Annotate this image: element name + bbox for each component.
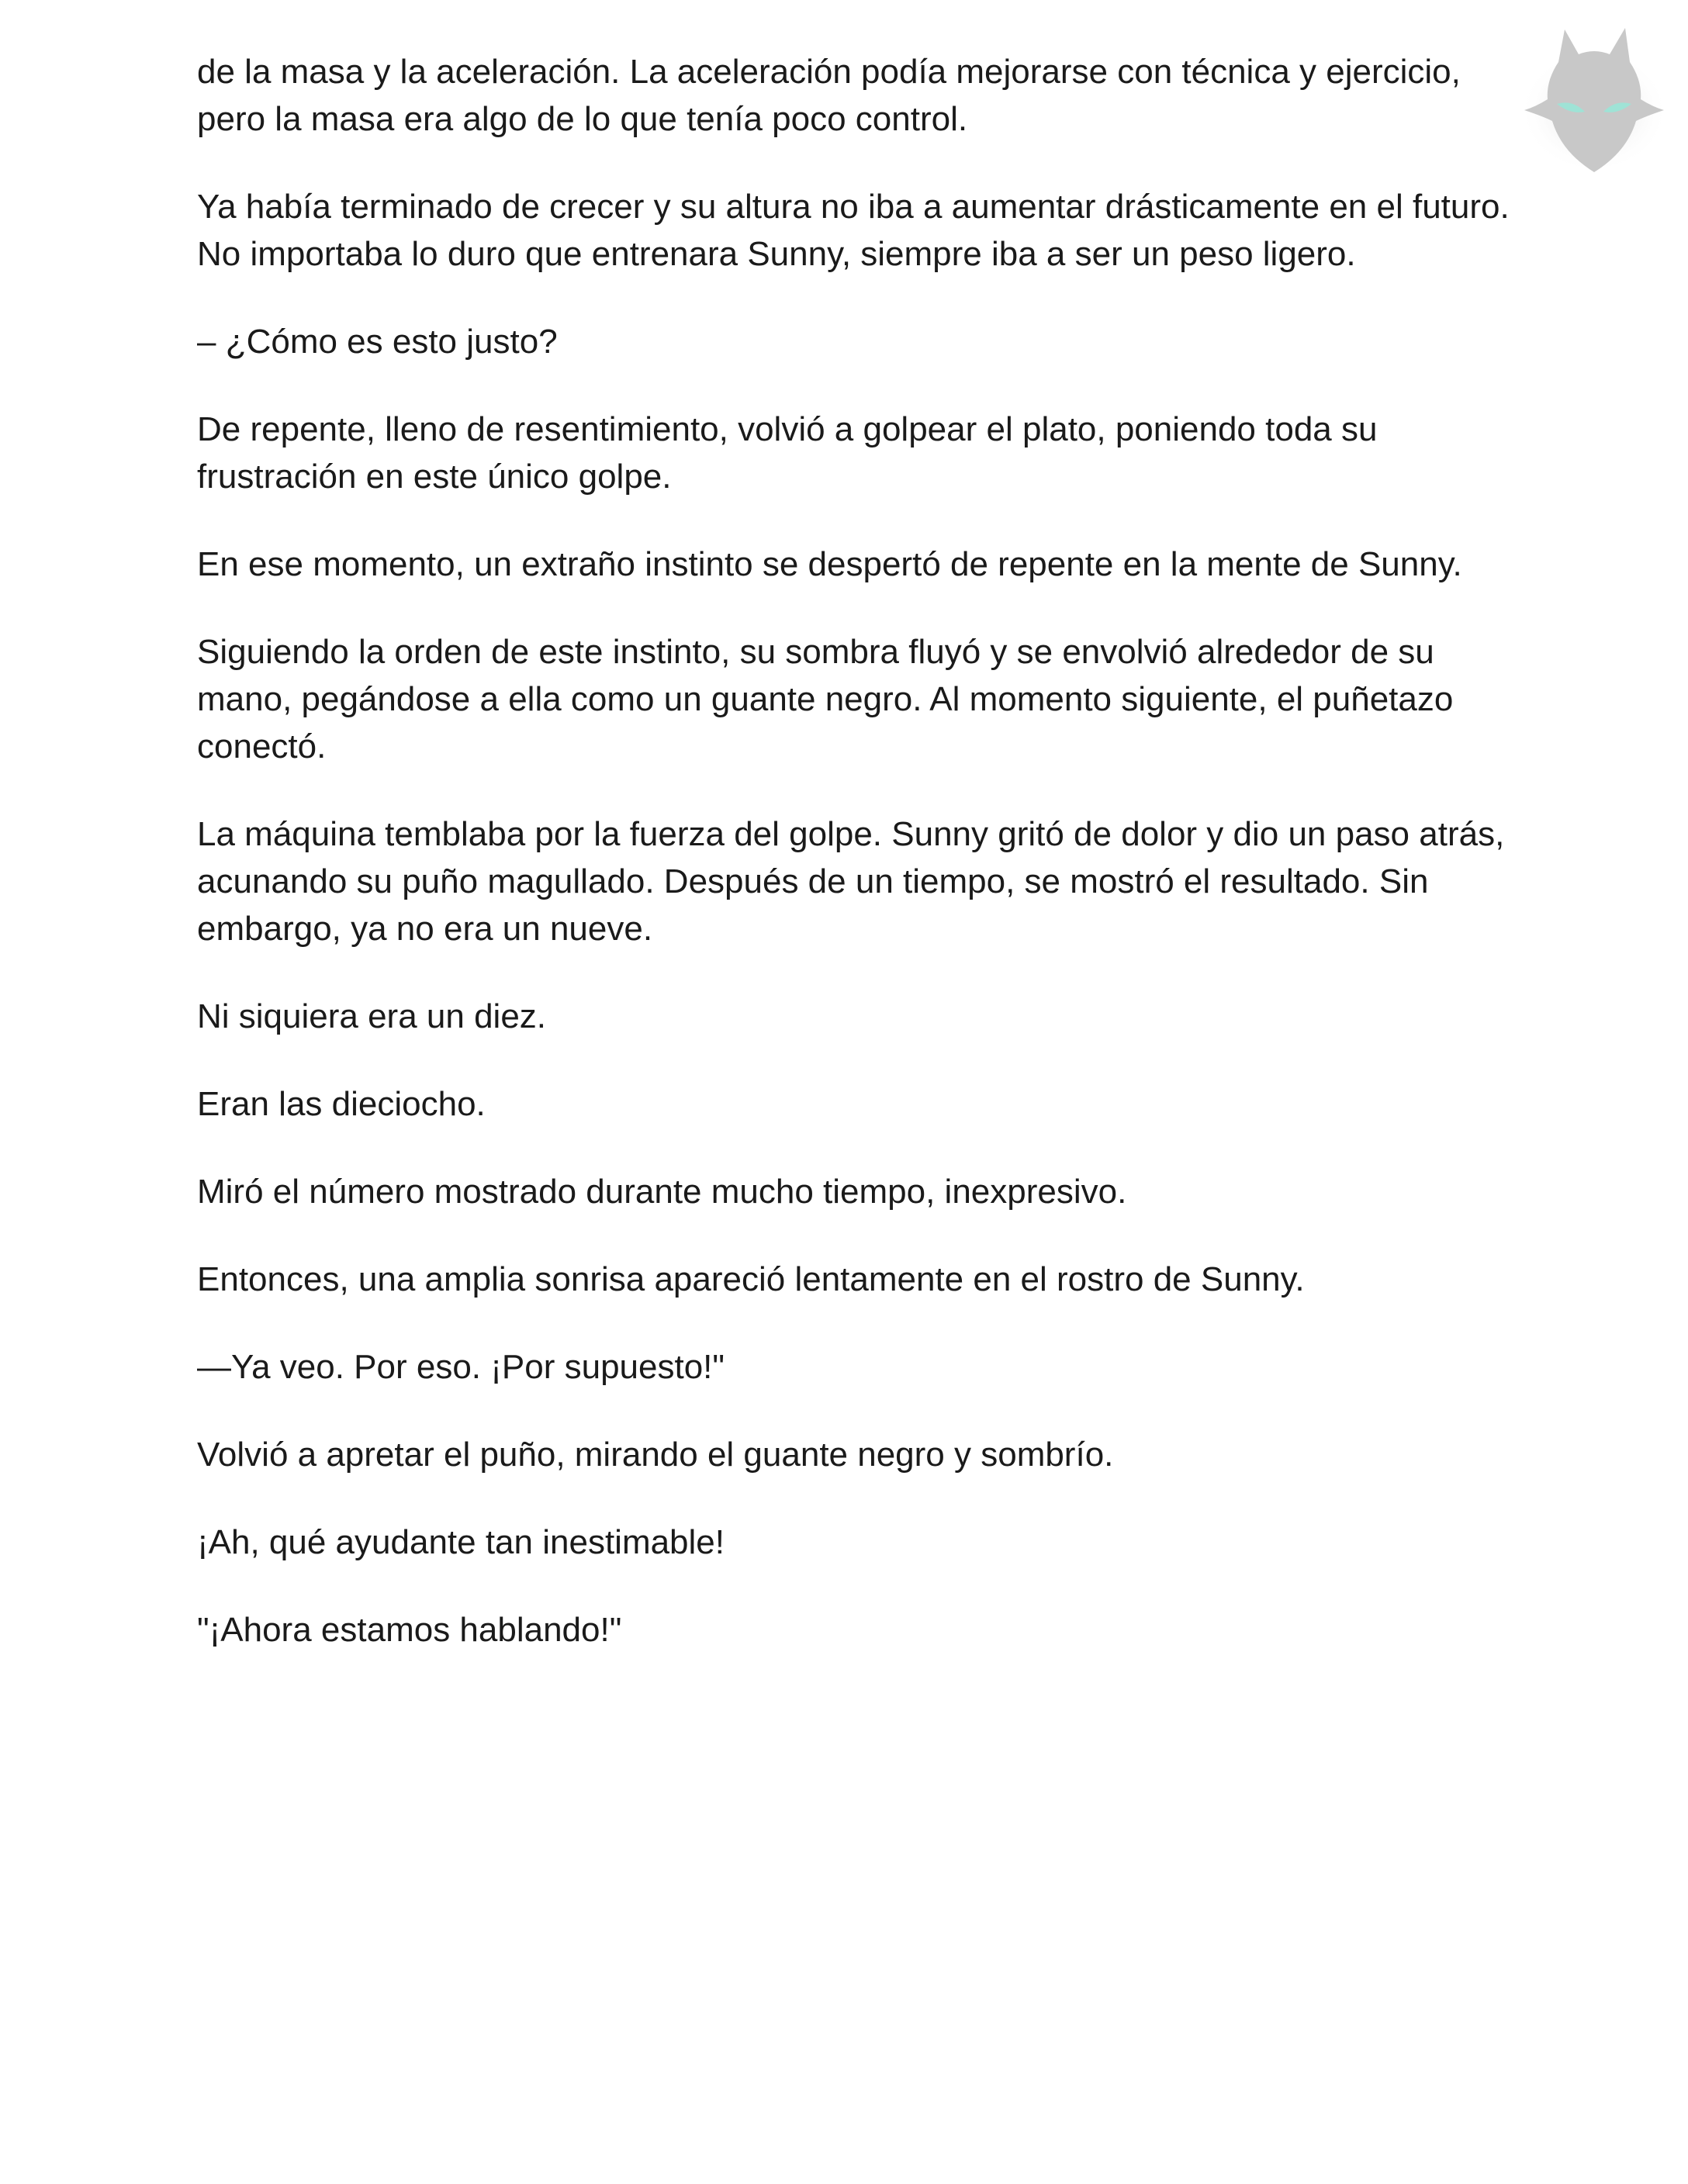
paragraph-13: Volvió a apretar el puño, mirando el guante negro y sombrío. xyxy=(197,1436,1114,1474)
paragraph-8: Ni siquiera era un diez. xyxy=(197,997,547,1035)
paragraph-1: de la masa y la aceleración. La aceleración podía mejorarse con técnica y ejercicio, pero la masa era algo de lo que tenía poco control. xyxy=(197,53,1461,138)
paragraph-5: En ese momento, un extraño instinto se despertó de repente en la mente de Sunny. xyxy=(197,545,1462,583)
paragraph-6: Siguiendo la orden de este instinto, su sombra fluyó y se envolvió alrededor de su mano, pegándose a ella como un guante negro. Al momento siguiente, el puñetazo conectó. xyxy=(197,633,1454,765)
paragraph-7: La máquina temblaba por la fuerza del golpe. Sunny gritó de dolor y dio un paso atrás, acunando su puño magullado. Después de un tiempo, se mostró el resultado. Sin embargo, ya no era un nueve. xyxy=(197,815,1505,948)
paragraph-12: —Ya veo. Por eso. ¡Por supuesto!" xyxy=(197,1348,725,1386)
paragraph-11: Entonces, una amplia sonrisa apareció lentamente en el rostro de Sunny. xyxy=(197,1260,1305,1298)
paragraph-10: Miró el número mostrado durante mucho tiempo, inexpresivo. xyxy=(197,1173,1127,1211)
body-text xyxy=(197,48,1531,1694)
paragraph-3: – ¿Cómo es esto justo? xyxy=(197,323,558,361)
paragraph-2: Ya había terminado de crecer y su altura no iba a aumentar drásticamente en el futuro. No importaba lo duro que entrenara Sunny, siempre iba a ser un peso ligero. xyxy=(197,188,1510,273)
paragraph-15: "¡Ahora estamos hablando!" xyxy=(197,1611,622,1649)
paragraph-4: De repente, lleno de resentimiento, volvió a golpear el plato, poniendo toda su frustración en este único golpe. xyxy=(197,410,1378,496)
paragraph-14: ¡Ah, qué ayudante tan inestimable! xyxy=(197,1523,725,1561)
paragraph-9: Eran las dieciocho. xyxy=(197,1085,486,1123)
demon-head-icon xyxy=(1517,14,1672,185)
